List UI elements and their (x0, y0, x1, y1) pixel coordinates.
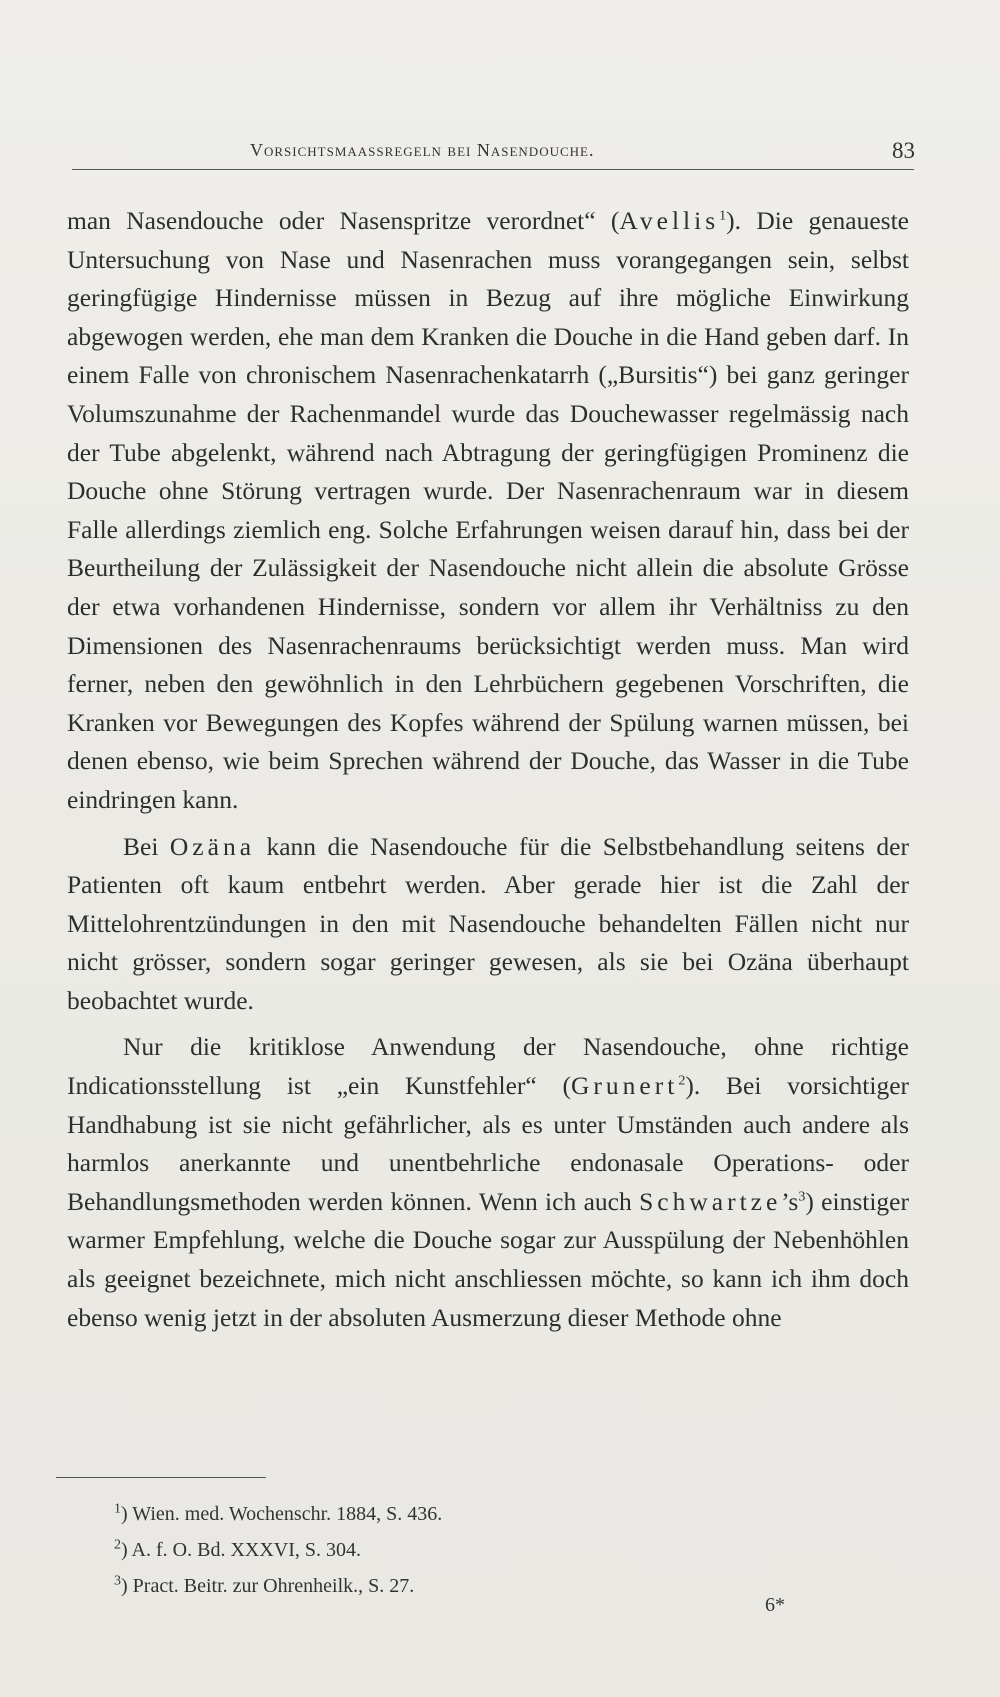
paragraph-3-text-d: ) einstiger warmer Empfehlung, welche die Douche sogar zur Ausspülung der Nebenhöhlen als geeignet bezeichnete, mich nicht anschliessen möchte, so kann ich ihm doch ebenso wenig jetzt in der absoluten Ausmerzung dieser Methode ohne (67, 1186, 909, 1332)
running-title: Vorsichtsmaassregeln bei Nasendouche. (250, 140, 595, 160)
body-text (67, 202, 909, 1337)
footnote-ref-1: 1 (719, 208, 727, 224)
footnote-rule (56, 1477, 266, 1478)
running-head (70, 136, 915, 176)
footnote-1 (114, 1496, 442, 1532)
paragraph-1-text-b: ). Die genaueste Untersuchung von Nase und Nasenrachen muss vorangegangen sein, selbst geringfügige Hindernisse müssen in Bezug auf ihre mögliche Einwirkung abgewogen werden, ehe man dem Kranken die Douche in die Hand geben darf. In einem Falle von chronischem Nasenrachenkatarrh („Bursitis“) bei ganz geringer Volumszunahme der Rachenmandel wurde das Douchewasser regelmässig nach der Tube abgelenkt, während nach Abtragung der geringfügigen Prominenz die Douche ohne Störung vertragen wurde. Der Nasenrachenraum war in diesem Falle allerdings ziemlich eng. Solche Erfahrungen weisen darauf hin, dass bei der Beurtheilung der Zulässigkeit der Nasendouche nicht allein die absolute Grösse der etwa vorhandenen Hindernisse, sondern vor allem ihr Verhältniss zu den Dimensionen des Nasenrachenraums berücksichtigt werden muss. Man wird ferner, neben den gewöhnlich in den Lehrbüchern gegebenen Vorschriften, die Kranken vor Bewegungen des Kopfes während der Spülung warnen müssen, bei denen ebenso, wie beim Sprechen während der Douche, das Wasser in die Tube eindringen kann. (67, 206, 909, 814)
paragraph-2-text-a: Bei (123, 831, 170, 861)
footnote-text-3: ) Pract. Beitr. zur Ohrenheilk., S. 27. (121, 1575, 415, 1597)
footnote-ref-3: 3 (798, 1189, 806, 1205)
author-name-avellis: Avellis (619, 206, 720, 235)
footnotes (114, 1496, 442, 1604)
footnote-mark-1: 1 (114, 1501, 121, 1517)
paragraph-2 (67, 828, 909, 1021)
paragraph-3-text-c: ’s (781, 1186, 799, 1216)
signature-mark: 6* (765, 1594, 785, 1616)
author-name-grunert: Grunert (571, 1071, 679, 1101)
footnote-mark-2: 2 (114, 1537, 121, 1553)
footnote-text-2: ) A. f. O. Bd. XXXVI, S. 304. (121, 1539, 361, 1561)
paragraph-3-text-a: Nur die kritiklose Anwendung der Nasendouche, ohne richtige Indicationsstellung ist „ein Kunstfehler“ ( (67, 1032, 909, 1101)
paragraph-3 (67, 1028, 909, 1337)
term-ozaena: Ozäna (169, 831, 256, 861)
paragraph-1 (67, 202, 909, 820)
paragraph-3-text-b: ). Bei vorsichtiger Handhabung ist sie nicht gefährlicher, als es unter Umständen auch andere als harmlos anerkannte und unentbehrliche endonasale Operations- oder Behandlungsmethoden werden können. Wenn ich auch (67, 1071, 910, 1216)
footnote-2 (114, 1532, 442, 1568)
page-number: 83 (892, 138, 915, 163)
footnote-3 (114, 1568, 442, 1604)
paragraph-2-text-b: kann die Nasendouche für die Selbstbehandlung seitens der Patienten oft kaum entbehrt werden. Aber gerade hier ist die Zahl der Mittelohrentzündungen in den mit Nasendouche behandelten Fällen nicht nur nicht grösser, sondern sogar geringer gewesen, als sie bei Ozäna überhaupt beobachtet wurde. (67, 831, 909, 1015)
footnote-text-1: ) Wien. med. Wochenschr. 1884, S. 436. (121, 1503, 443, 1525)
footnote-ref-2: 2 (678, 1073, 686, 1089)
header-rule (72, 169, 914, 170)
footnote-mark-3: 3 (114, 1573, 121, 1589)
author-name-schwartze: Schwartze (639, 1186, 782, 1216)
paragraph-1-text-a: man Nasendouche oder Nasenspritze verordnet“ ( (67, 206, 620, 235)
